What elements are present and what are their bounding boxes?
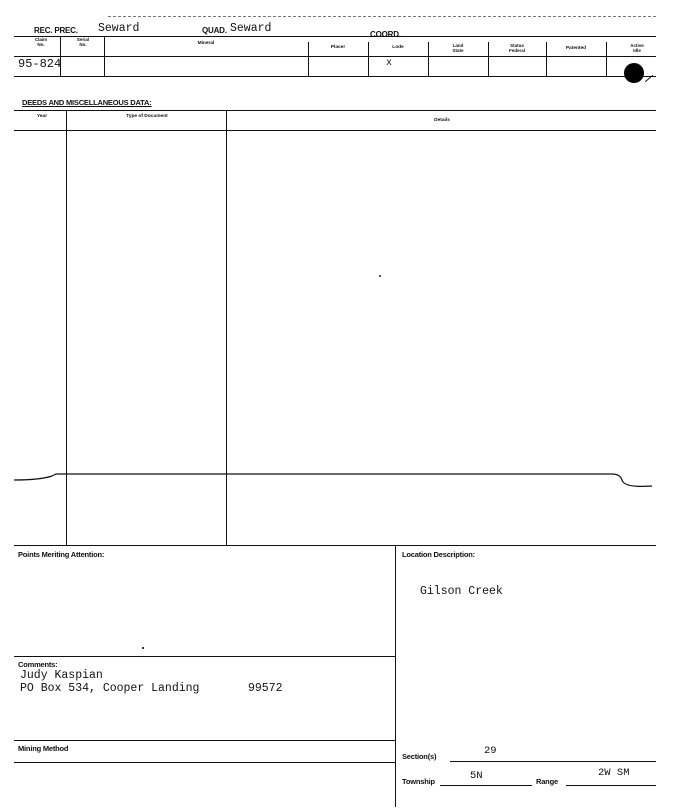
active-filled-dot-icon bbox=[624, 63, 644, 83]
col-patented: Patented bbox=[565, 46, 587, 51]
points-label: Points Meriting Attention: bbox=[18, 550, 105, 559]
header-rule-mid bbox=[14, 56, 656, 57]
rec-prec-label: REC. PREC. bbox=[34, 26, 78, 35]
col-claim-no: Claim No. bbox=[34, 37, 48, 47]
deeds-rule-top bbox=[14, 110, 656, 111]
mining-rule-bottom bbox=[14, 762, 395, 763]
mining-rule bbox=[14, 740, 395, 741]
location-value: Gilson Creek bbox=[420, 585, 503, 598]
header-rule-bottom bbox=[14, 76, 656, 77]
mining-method-label: Mining Method bbox=[18, 744, 69, 753]
quad-value: Seward bbox=[230, 22, 272, 35]
township-line bbox=[440, 785, 532, 786]
comments-line-1: Judy Kaspian bbox=[20, 669, 103, 682]
bottom-col-divider bbox=[395, 545, 396, 807]
header-col-divider bbox=[606, 42, 607, 76]
speck-mark bbox=[142, 647, 144, 649]
deeds-rule-header bbox=[14, 130, 656, 131]
comments-zip: 99572 bbox=[248, 682, 283, 695]
township-value: 5N bbox=[470, 770, 483, 782]
lode-mark: x bbox=[386, 58, 393, 69]
section-label: Section(s) bbox=[402, 752, 437, 761]
top-dashed-rule bbox=[108, 16, 656, 17]
col-active-idle: Active Idle bbox=[630, 43, 644, 53]
col-type-of-document: Type of Document bbox=[126, 114, 168, 119]
col-placer: Placer bbox=[330, 45, 346, 50]
comments-line-2: PO Box 534, Cooper Landing bbox=[20, 682, 200, 695]
col-land-state: Land State bbox=[452, 43, 464, 53]
col-mineral: Mineral bbox=[197, 41, 215, 46]
col-lode: Lode bbox=[392, 45, 404, 50]
location-label: Location Description: bbox=[402, 550, 475, 559]
deeds-title: DEEDS AND MISCELLANEOUS DATA: bbox=[22, 98, 152, 107]
header-rule-top bbox=[14, 36, 656, 37]
fold-line bbox=[0, 466, 678, 496]
speck-mark bbox=[379, 275, 381, 277]
range-value: 2W SM bbox=[598, 767, 630, 779]
bottom-rule-top bbox=[14, 545, 656, 546]
township-label: Township bbox=[402, 777, 435, 786]
col-status-federal: Status Federal bbox=[508, 43, 525, 53]
col-year: Year bbox=[36, 114, 48, 119]
range-line bbox=[566, 785, 656, 786]
claim-no-value: 95-824 bbox=[18, 57, 62, 71]
quad-label: QUAD. bbox=[202, 26, 227, 35]
coord-label: COORD. bbox=[370, 30, 401, 39]
rec-prec-value: Seward bbox=[98, 22, 140, 35]
comments-label: Comments: bbox=[18, 660, 58, 669]
section-line bbox=[450, 761, 656, 762]
col-serial-no: Serial No. bbox=[76, 37, 90, 47]
range-label: Range bbox=[536, 777, 558, 786]
comments-rule bbox=[14, 656, 395, 657]
col-details: Details bbox=[434, 118, 450, 123]
section-value: 29 bbox=[484, 745, 497, 757]
